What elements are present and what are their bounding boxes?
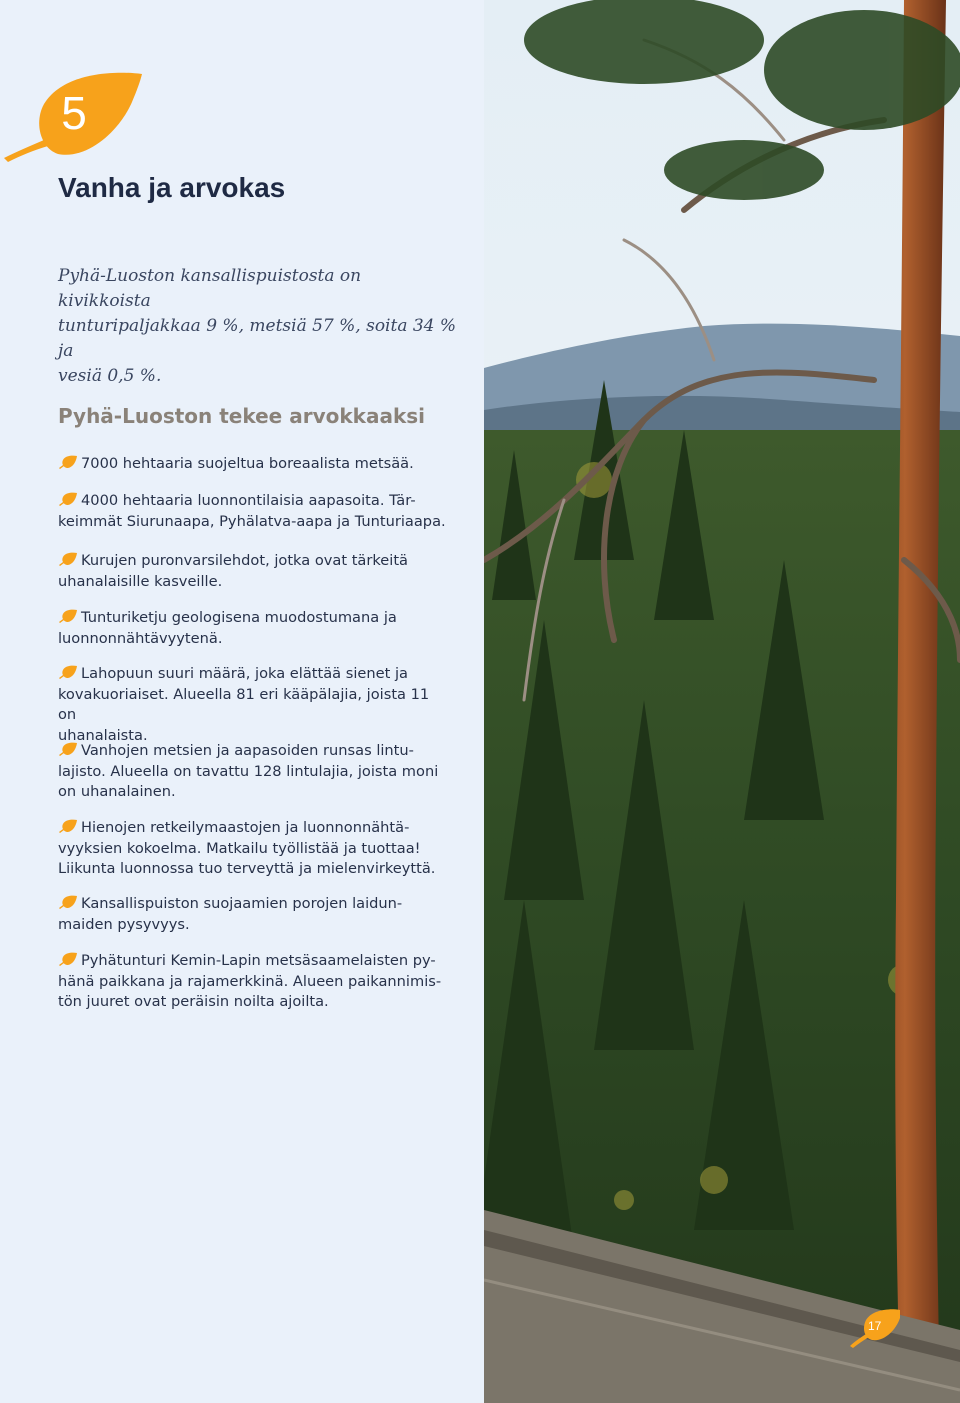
intro-text [58, 264, 458, 389]
leaf-bullet-icon [58, 895, 78, 909]
forest-illustration [484, 0, 960, 1403]
list-item [58, 894, 450, 935]
list-item-line: luonnonnähtävyytenä. [58, 629, 223, 647]
list-item-line: lajisto. Alueella on tavattu 128 lintulajia, joista moni [58, 762, 439, 780]
list-item-line: maiden pysyvyys. [58, 915, 190, 933]
intro-line: vesiä 0,5 %. [58, 366, 162, 386]
leaf-bullet-icon [58, 492, 78, 506]
list-item-line: 4000 hehtaaria luonnontilaisia aapasoita. Tär- [81, 492, 416, 509]
page-number: 17 [868, 1319, 882, 1333]
list-item-line: Lahopuun suuri määrä, joka elättää sienet ja [81, 665, 408, 682]
list-item-line: keimmät Siurunaapa, Pyhälatva-aapa ja Tunturiaapa. [58, 512, 446, 530]
list-item-line: on uhanalainen. [58, 783, 176, 800]
list-item [58, 664, 450, 746]
section-subtitle: Pyhä-Luoston tekee arvokkaaksi [58, 404, 426, 428]
list-item-line: hänä paikkana ja rajamerkkinä. Alueen paikannimis- [58, 972, 442, 990]
leaf-bullet-icon [58, 952, 78, 966]
list-item [58, 491, 450, 532]
page-title: Vanha ja arvokas [58, 172, 286, 203]
chapter-number: 5 [61, 87, 87, 139]
list-item-line: uhanalaisille kasveille. [58, 572, 223, 590]
list-item [58, 454, 450, 475]
list-item-line: Pyhätunturi Kemin-Lapin metsäsaamelaisten py- [81, 952, 436, 969]
leaf-bullet-icon [58, 609, 78, 623]
leaf-bullet-icon [58, 819, 78, 833]
leaf-bullet-icon [58, 552, 78, 566]
list-item [58, 951, 450, 1013]
leaf-bullet-icon [58, 742, 78, 756]
list-item-line: Tunturiketju geologisena muodostumana ja [81, 609, 397, 626]
list-item-line: kovakuoriaiset. Alueella 81 eri kääpälajia, joista 11 on [58, 685, 430, 723]
forest-photo [484, 0, 960, 1403]
list-item-line: Vanhojen metsien ja aapasoiden runsas lintu- [81, 742, 414, 759]
intro-line: tunturipaljakkaa 9 %, metsiä 57 %, soita 34 % ja [58, 316, 457, 361]
list-item [58, 818, 450, 880]
list-item-line: 7000 hehtaaria suojeltua boreaalista metsää. [81, 455, 414, 472]
list-item-line: Liikunta luonnossa tuo terveyttä ja mielenvirkeyttä. [58, 860, 436, 877]
list-item-line: Kurujen puronvarsilehdot, jotka ovat tärkeitä [81, 552, 408, 569]
list-item [58, 551, 450, 592]
list-item-line: vyyksien kokoelma. Matkailu työllistää ja tuottaa! [58, 839, 421, 857]
list-item-line: Kansallispuiston suojaamien porojen laidun- [81, 895, 403, 912]
list-item [58, 608, 450, 649]
chapter-badge [0, 68, 150, 168]
page-number-badge [850, 1308, 906, 1348]
list-item-line: Hienojen retkeilymaastojen ja luonnonnähtä- [81, 819, 410, 836]
list-item [58, 741, 450, 803]
leaf-bullet-icon [58, 665, 78, 679]
list-item-line: uhanalaista. [58, 726, 148, 744]
intro-line: Pyhä-Luoston kansallispuistosta on kivikkoista [58, 266, 362, 311]
leaf-bullet-icon [58, 455, 78, 469]
list-item-line: tön juuret ovat peräisin noilta ajoilta. [58, 993, 329, 1010]
